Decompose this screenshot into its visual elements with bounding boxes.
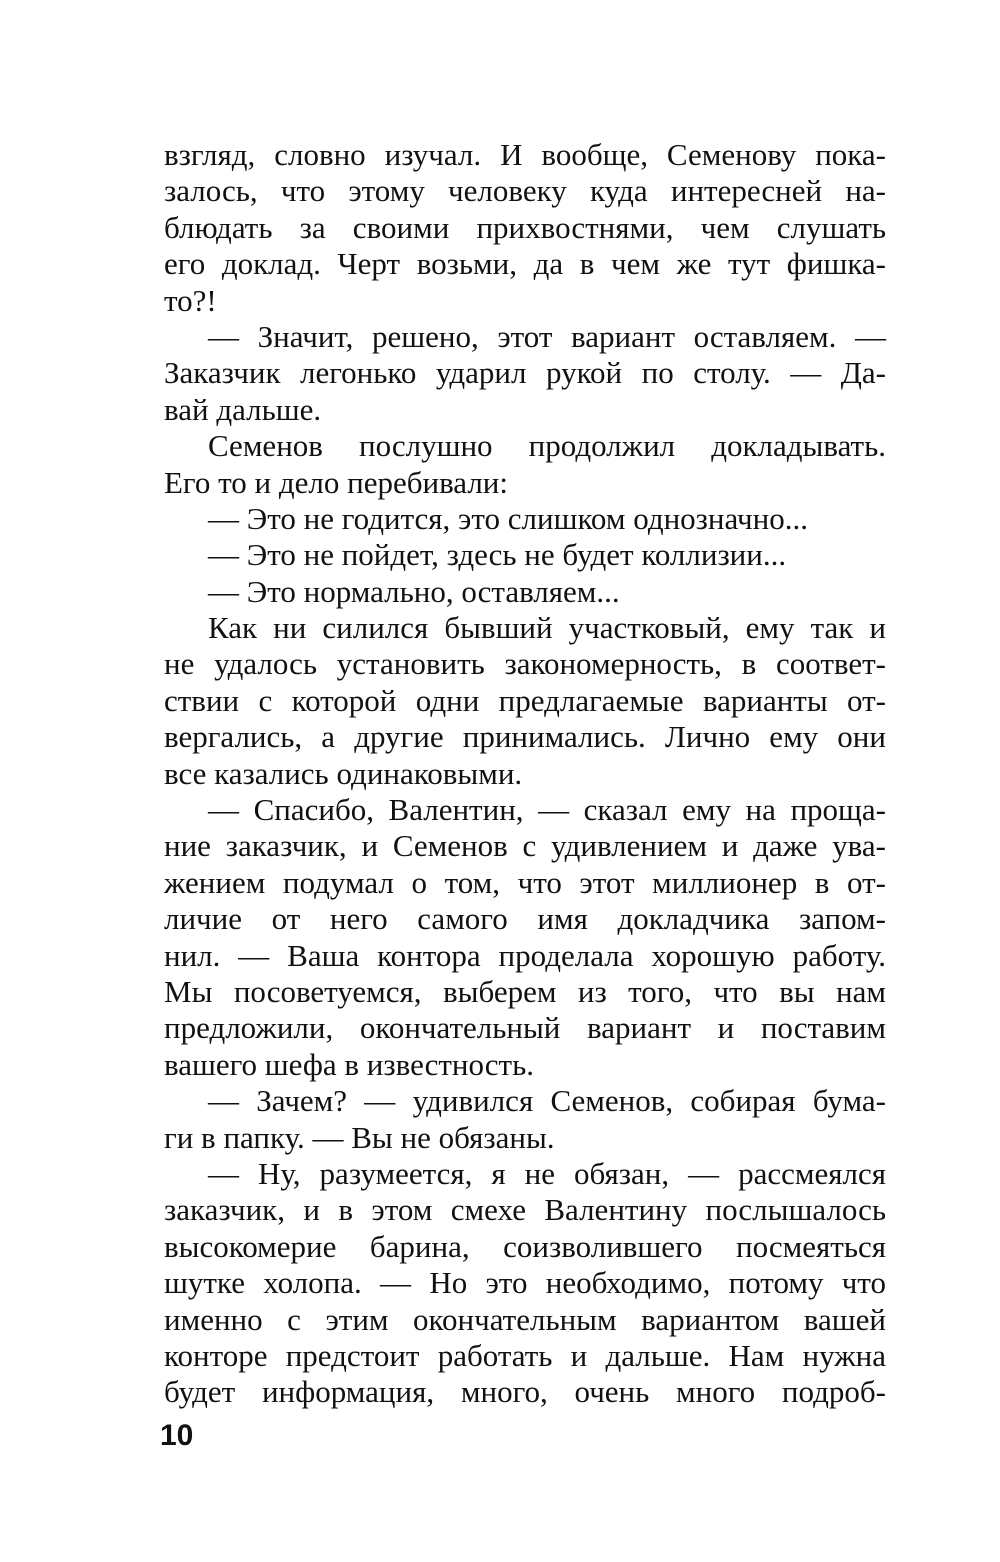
text-line: Его то и дело перебивали: — [164, 464, 509, 500]
text-line: взгляд, словно изучал. И вообще, Семенову пока- — [164, 137, 886, 172]
page-number: 10 — [160, 1419, 194, 1452]
text-line: — Спасибо, Валентин, — сказал ему на проща- — [208, 792, 886, 828]
text-line: именно с этим окончательным вариантом вашей — [164, 1301, 886, 1337]
text-line: вергались, а другие принимались. Лично ему они — [164, 719, 886, 755]
text-line: — Это нормально, оставляем... — [208, 573, 620, 609]
text-line: — Значит, решено, этот вариант оставляем. — — [208, 318, 886, 354]
text-line: Мы посоветуемся, выберем из того, что вы нам — [164, 973, 886, 1009]
text-line: предложили, окончательный вариант и поставим — [164, 1010, 886, 1046]
text-line: Семенов послушно продолжил докладывать. — [208, 428, 886, 464]
text-line: то?! — [164, 282, 217, 318]
text-line: ствии с которой одни предлагаемые варианты от- — [164, 682, 886, 718]
text-line: не удалось установить закономерность, в соответ- — [164, 646, 886, 682]
text-line: — Это не пойдет, здесь не будет коллизии... — [208, 537, 787, 573]
text-line: ги в папку. — Вы не обязаны. — [164, 1119, 555, 1155]
text-line: блюдать за своими прихвостнями, чем слушать — [164, 209, 886, 245]
text-line: жением подумал о том, что этот миллионер в от- — [164, 864, 886, 900]
text-line: — Зачем? — удивился Семенов, собирая бума- — [208, 1083, 886, 1119]
text-line: Как ни силился бывший участковый, ему так и — [208, 610, 886, 646]
text-line: Заказчик легонько ударил рукой по столу. — Да- — [164, 355, 886, 391]
text-line: нил. — Ваша контора проделала хорошую работу. — [164, 937, 886, 973]
text-line: — Ну, разумеется, я не обязан, — рассмеялся — [208, 1155, 886, 1191]
text-line: вашего шефа в известность. — [164, 1046, 534, 1082]
text-line: залось, что этому человеку куда интересней на- — [164, 173, 886, 209]
text-line: конторе предстоит работать и дальше. Нам нужна — [164, 1337, 886, 1373]
text-line: все казались одинаковыми. — [164, 755, 523, 791]
text-line: его доклад. Черт возьми, да в чем же тут фишка- — [164, 246, 886, 282]
text-line: шутке холопа. — Но это необходимо, потому что — [164, 1265, 886, 1301]
text-line: высокомерие барина, соизволившего посмеяться — [164, 1228, 886, 1264]
text-line: будет информация, много, очень много подроб- — [164, 1374, 886, 1410]
text-line: — Это не годится, это слишком однозначно... — [208, 500, 808, 536]
text-line: ние заказчик, и Семенов с удивлением и даже ува- — [164, 828, 886, 864]
body-text — [164, 137, 886, 1411]
text-line: заказчик, и в этом смехе Валентину послышалось — [164, 1192, 886, 1228]
text-line: личие от него самого имя докладчика запом- — [164, 901, 886, 937]
text-line: вай дальше. — [164, 391, 322, 427]
